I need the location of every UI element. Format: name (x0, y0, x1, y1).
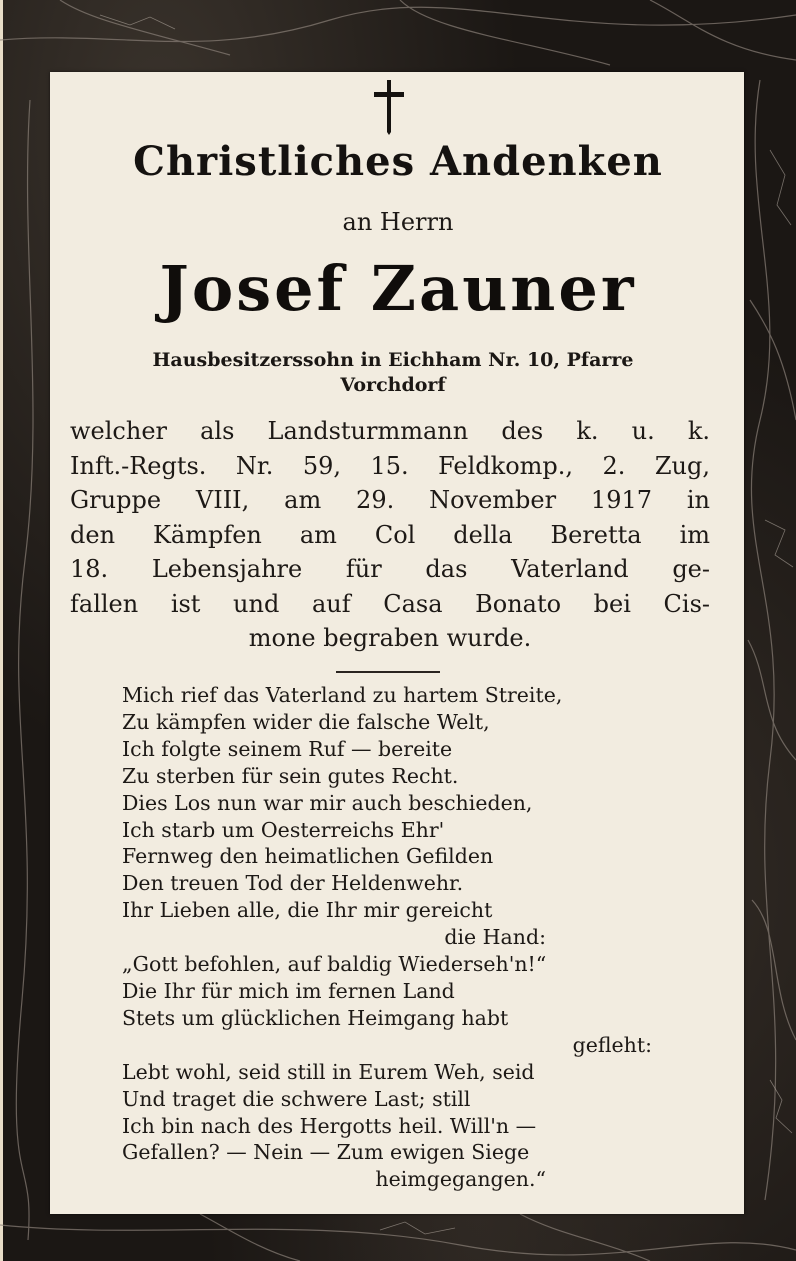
salutation-line: an Herrn (342, 208, 454, 236)
subtitle (68, 348, 718, 398)
deceased-name: Josef Zauner (159, 252, 637, 325)
poem-line: Stets um glücklichen Heimgang habt (122, 1005, 509, 1030)
card-title: Christliches Andenken (133, 138, 663, 185)
subtitle-line: Hausbesitzerssohn in Eichham Nr. 10, Pfarre (152, 349, 634, 371)
poem-line: Ihr Lieben alle, die Ihr mir gereicht (122, 898, 493, 923)
biography-line: 18. Lebensjahre für das Vaterland ge- (70, 555, 710, 583)
poem-line: „Gott befohlen, auf baldig Wiederseh'n!“ (122, 952, 547, 977)
biography-text (70, 414, 710, 656)
divider (336, 671, 440, 673)
memorial-poem (122, 682, 656, 1193)
poem-line: Mich rief das Vaterland zu hartem Streite, (122, 683, 563, 707)
poem-line: Ich starb um Oesterreichs Ehr' (122, 817, 445, 842)
biography-line: mone begraben wurde. (248, 624, 532, 652)
poem-line: Lebt wohl, seid still in Eurem Weh, seid (122, 1059, 535, 1084)
biography-line: Inft.-Regts. Nr. 59, 15. Feldkomp., 2. Zug, (70, 451, 710, 480)
poem-line: Den treuen Tod der Heldenwehr. (122, 871, 464, 896)
biography-line: fallen ist und auf Casa Bonato bei Cis- (70, 589, 710, 618)
poem-line: gefleht: (572, 1032, 652, 1057)
subtitle-line: Vorchdorf (340, 374, 446, 396)
poem-line: Zu sterben für sein gutes Recht. (122, 763, 459, 788)
poem-line: Ich folgte seinem Ruf — bereite (122, 736, 453, 761)
poem-line: Dies Los nun war mir auch beschieden, (122, 790, 533, 815)
cross-icon (371, 78, 407, 136)
poem-line: die Hand: (444, 925, 546, 950)
poem-line: heimgegangen.“ (375, 1167, 546, 1192)
poem-line: Zu kämpfen wider die falsche Welt, (122, 709, 490, 734)
poem-line: Fernweg den heimatlichen Gefilden (122, 844, 494, 869)
poem-line: Ich bin nach des Hergotts heil. Will'n — (122, 1113, 537, 1138)
poem-line: Gefallen? — Nein — Zum ewigen Siege (122, 1140, 530, 1165)
biography-line: welcher als Landsturmmann des k. u. k. (70, 417, 710, 445)
poem-line: Und traget die schwere Last; still (122, 1086, 471, 1111)
biography-line: Gruppe VIII, am 29. November 1917 in (70, 486, 710, 514)
poem-line: Die Ihr für mich im fernen Land (122, 978, 455, 1003)
biography-line: den Kämpfen am Col della Beretta im (70, 520, 710, 549)
